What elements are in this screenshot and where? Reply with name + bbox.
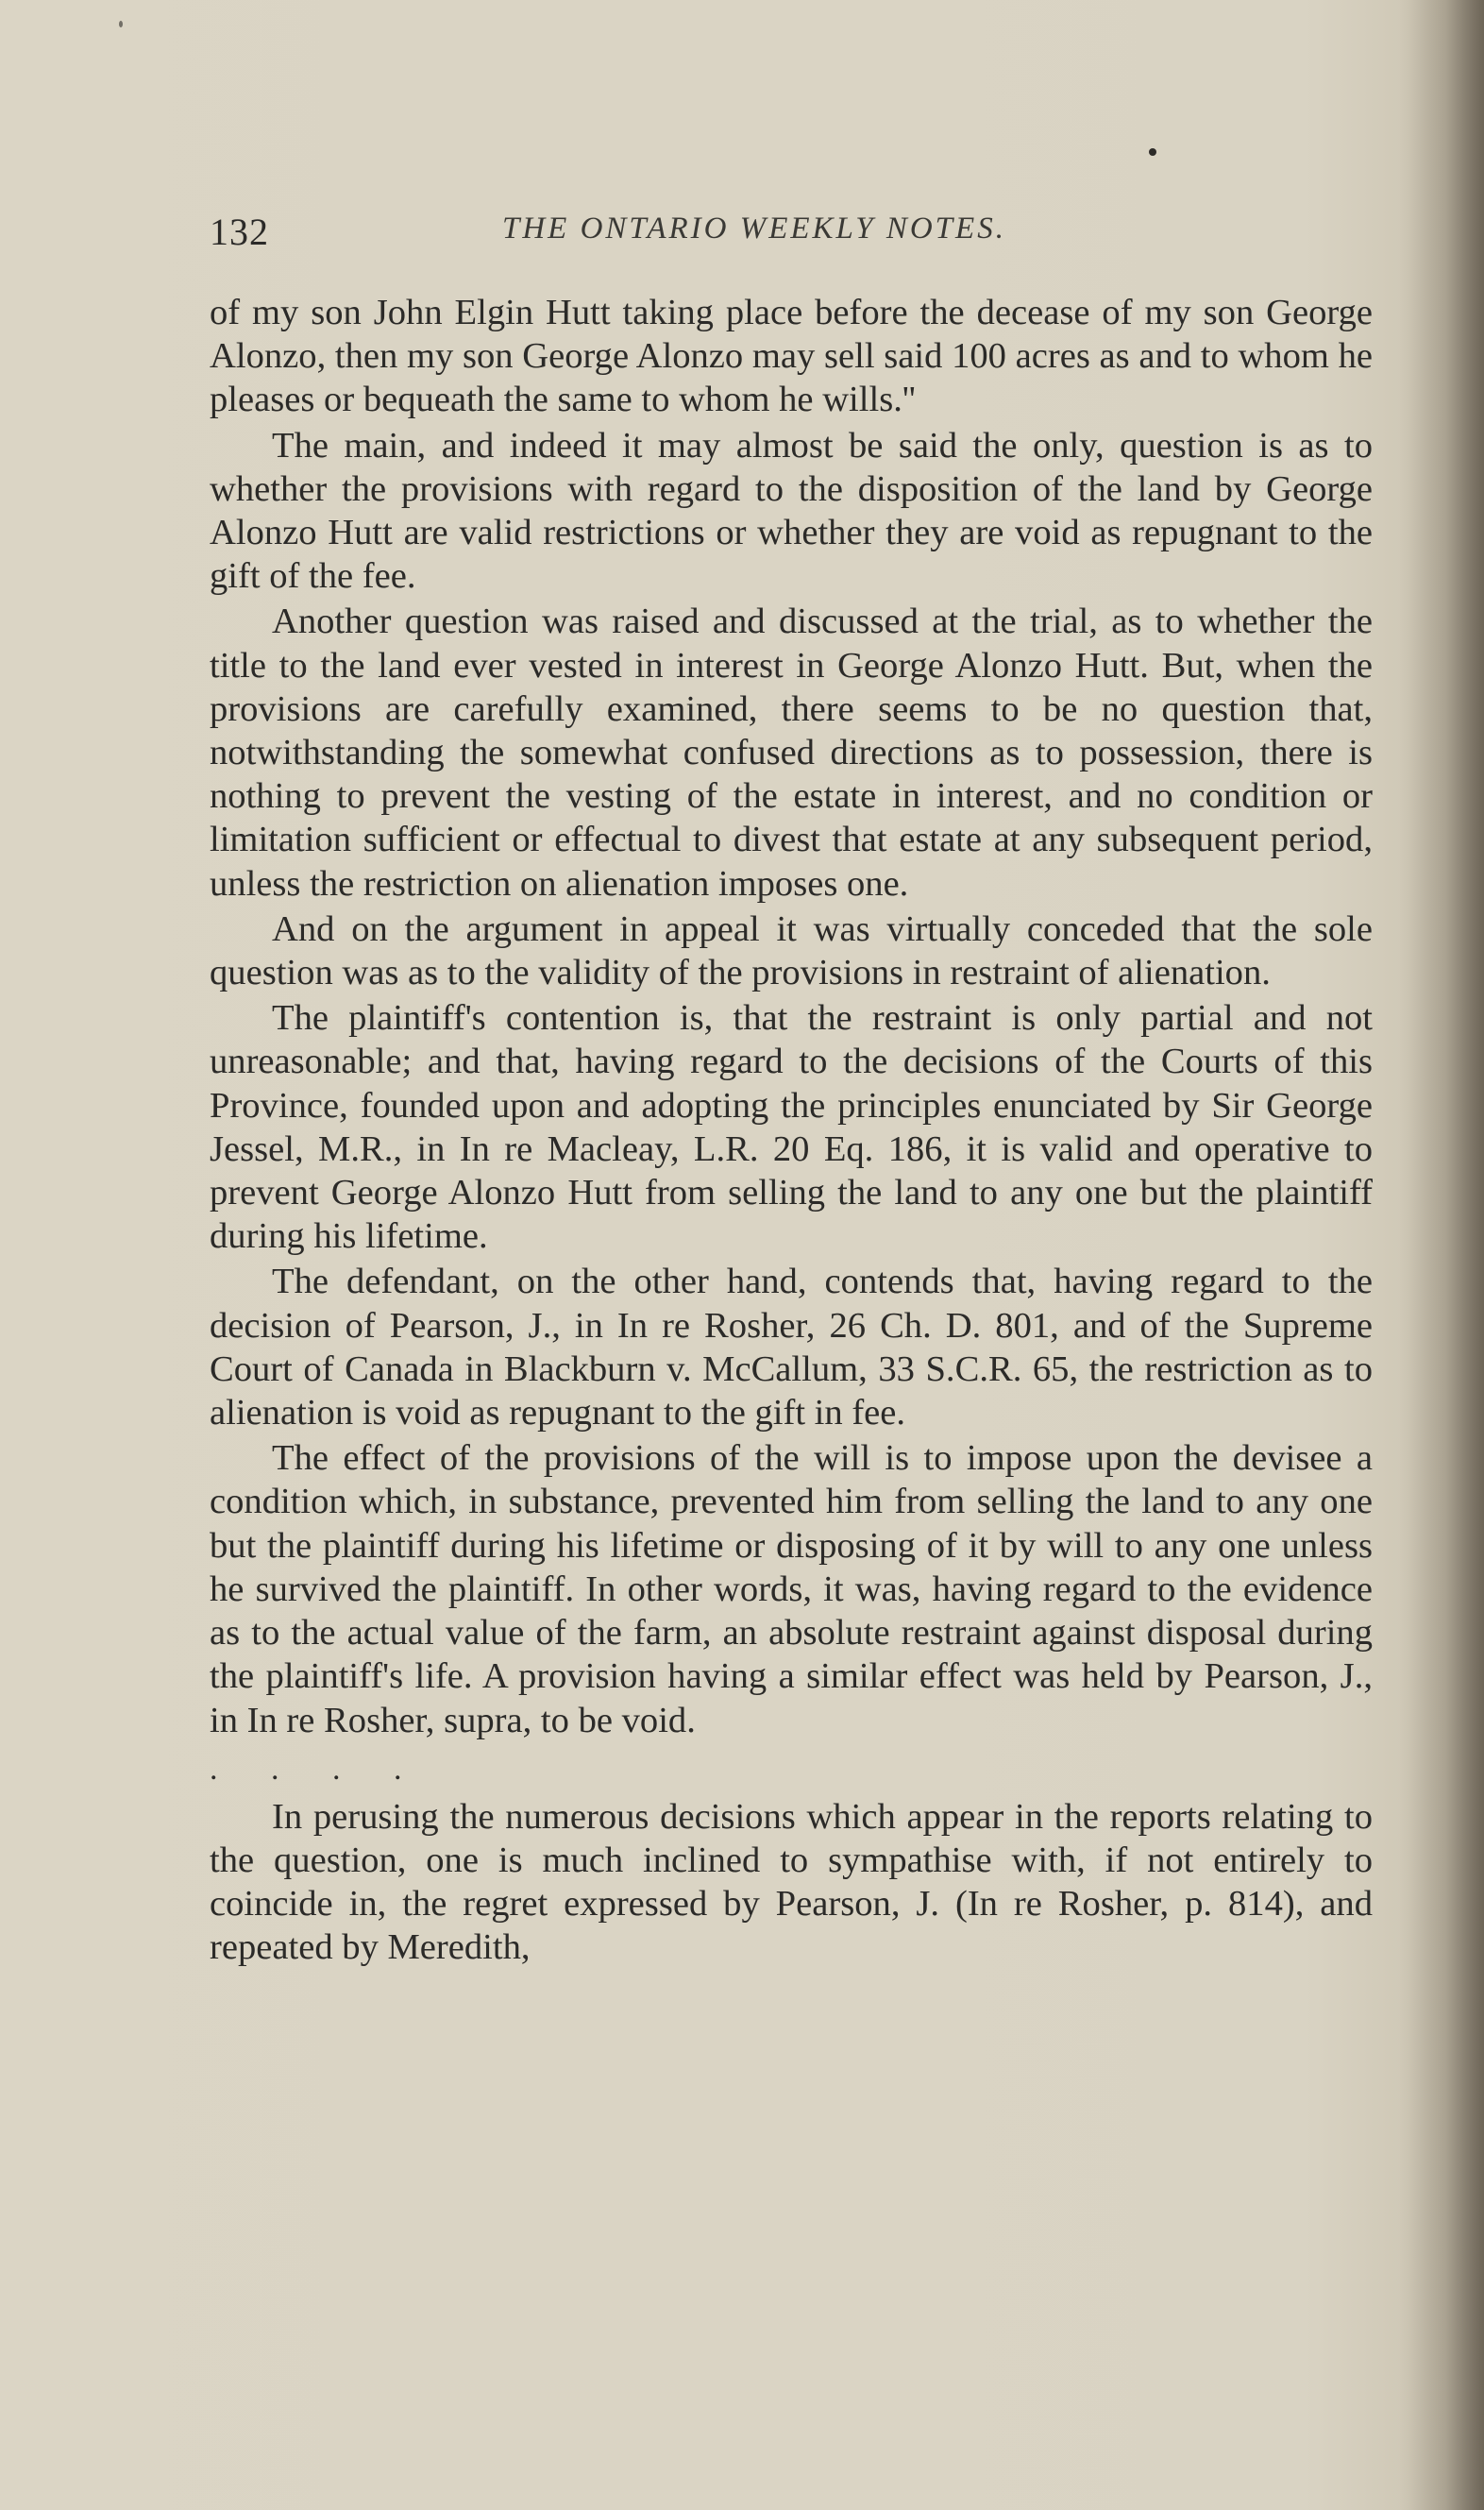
paragraph: And on the argument in appeal it was virtually conceded that the sole question was as to the validity of the provisions in restraint of alienation.	[210, 908, 1373, 993]
paragraph: of my son John Elgin Hutt taking place before the decease of my son George Alonzo, then my son George Alonzo may sell said 100 acres as and to whom he pleases or bequeath the same to whom he wills.''	[210, 293, 1373, 420]
spine-shadow	[1399, 0, 1484, 2510]
paragraph: The effect of the provisions of the will is to impose upon the devisee a condition which, in substance, prevented him from selling the land to any one but the plaintiff during his lifetime or disposing of it by will to any one unless he survived the plaintiff. In other words, it was, having regard to the evidence as to the actual value of the farm, an absolute restraint against disposal during the plaintiff's life. A provision having a similar effect was held by Pearson, J., in In re Rosher, supra, to be void.	[210, 1438, 1373, 1740]
page-number: 132	[210, 211, 269, 253]
ink-speck	[119, 21, 123, 27]
omission-ellipsis: . . . .	[210, 1751, 425, 1787]
paragraph: In perusing the numerous decisions which appear in the reports relating to the question, one is much inclined to sympathise with, if not entirely to coincide in, the regret expressed by Pearson, J. (In re Rosher, p. 814), and repeated by Meredith,	[210, 1796, 1373, 1968]
running-head: THE ONTARIO WEEKLY NOTES.	[502, 212, 1006, 246]
paragraph: Another question was raised and discussed at the trial, as to whether the title to the land ever vested in interest in George Alonzo Hutt. But, when the provisions are carefully examined, there seems to be no question that, notwithstanding the somewhat confused directions as to possession, there is nothing to prevent the vesting of the estate in interest, and no condition or limitation sufficient or effectual to divest that estate at any subsequent period, unless the restriction on alienation imposes one.	[210, 602, 1373, 904]
paragraph: The main, and indeed it may almost be said the only, question is as to whether the provisions with regard to the disposition of the land by George Alonzo Hutt are valid restrictions or whether they are void as repugnant to the gift of the fee.	[210, 425, 1373, 597]
ink-speck	[1149, 148, 1156, 156]
paragraph: The defendant, on the other hand, contends that, having regard to the decision of Pearson, J., in In re Rosher, 26 Ch. D. 801, and of the Supreme Court of Canada in Blackburn v. McCallum, 33 S.C.R. 65, the restriction as to alienation is void as repugnant to the gift in fee.	[210, 1262, 1373, 1433]
paragraph: The plaintiff's contention is, that the restraint is only partial and not unreasonable; and that, having regard to the decisions of the Courts of this Province, founded upon and adopting the principles enunciated by Sir George Jessel, M.R., in In re Macleay, L.R. 20 Eq. 186, it is valid and operative to prevent George Alonzo Hutt from selling the land to any one but the plaintiff during his lifetime.	[210, 998, 1373, 1257]
body-text	[210, 291, 1373, 1972]
page-header	[210, 210, 1371, 266]
